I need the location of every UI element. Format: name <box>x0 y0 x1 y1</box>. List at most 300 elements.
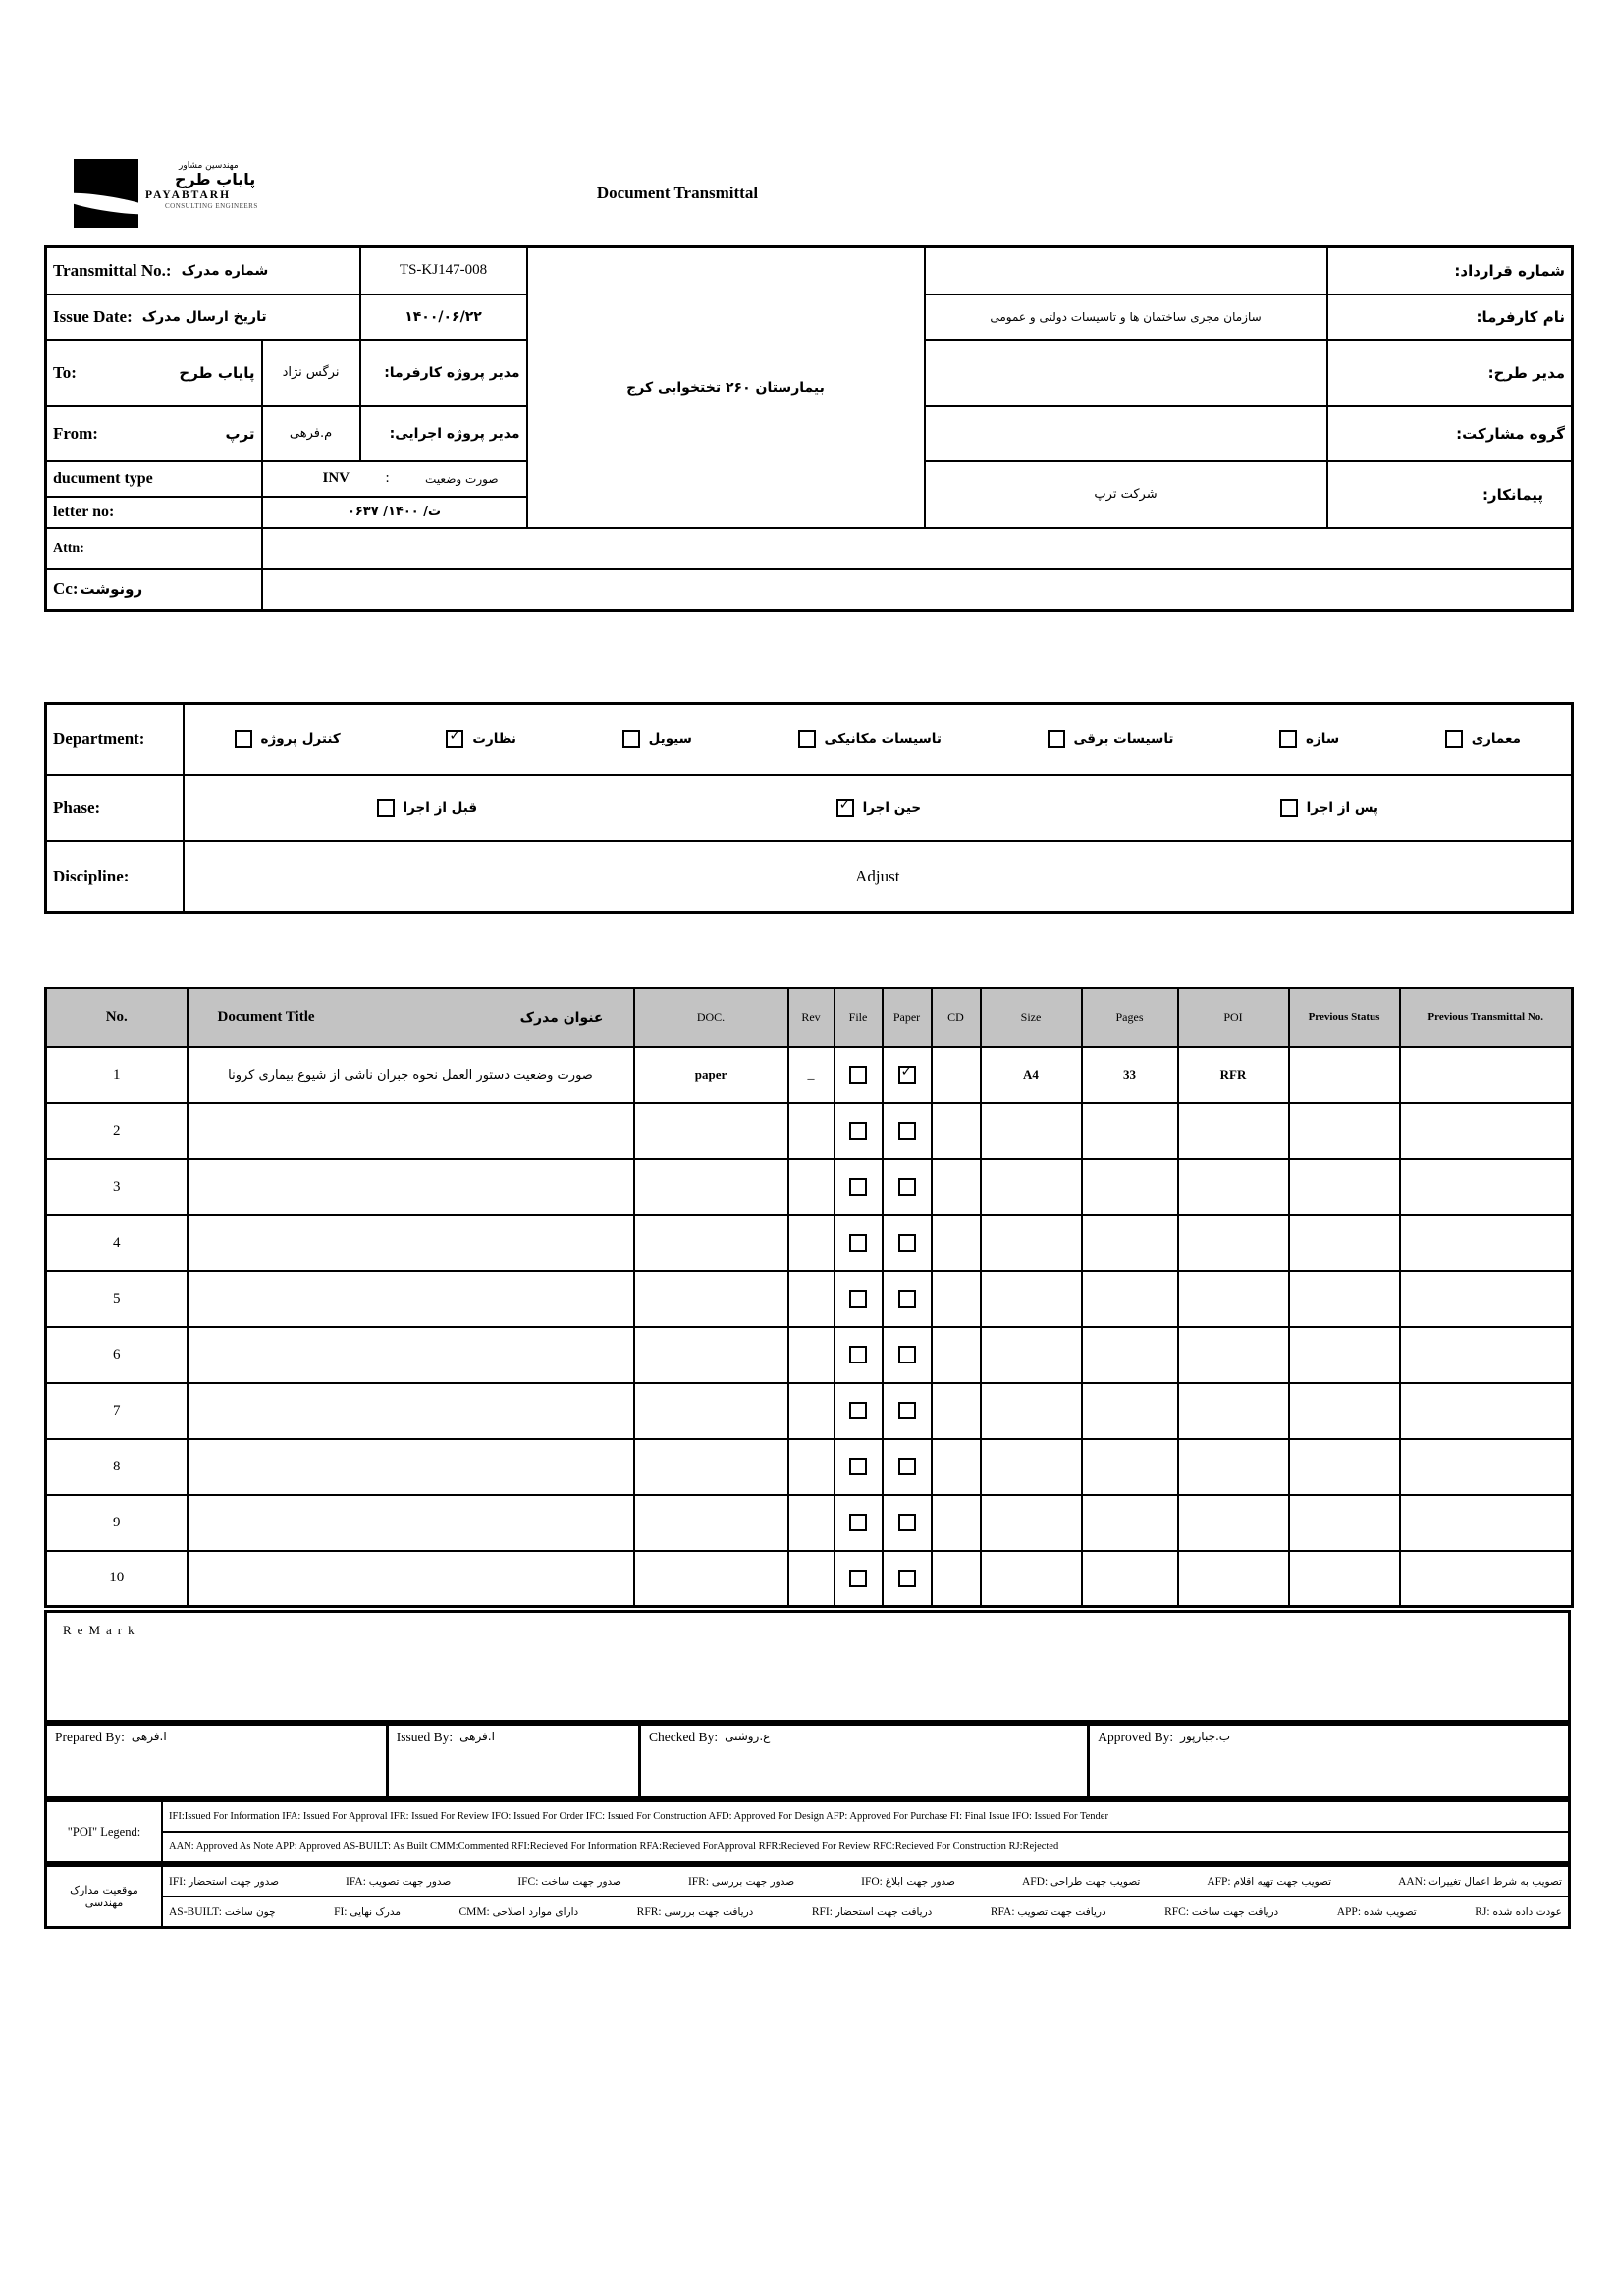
doc-row-size <box>981 1439 1082 1495</box>
department-label: Department: <box>46 704 184 775</box>
fa-legend-item-code: IFC: <box>517 1875 542 1888</box>
prepared-by-label: Prepared By: <box>55 1730 125 1744</box>
checkbox-icon <box>849 1570 867 1587</box>
fa-legend-item-code: IFR: <box>687 1875 712 1888</box>
doc-row-poi <box>1178 1215 1289 1271</box>
fa-legend-line2 <box>163 1896 1568 1926</box>
fa-legend-item <box>1337 1906 1417 1918</box>
fa-legend-item-text: چون ساخت <box>224 1905 276 1918</box>
contract-no-value <box>925 247 1327 294</box>
doc-row-pages <box>1082 1383 1178 1439</box>
doc-row-prev-transmittal <box>1400 1495 1573 1551</box>
doc-row-file-checkbox <box>835 1215 883 1271</box>
doc-row-doc <box>634 1271 788 1327</box>
contractor-value: شرکت ترپ <box>925 461 1327 528</box>
checkbox-icon <box>1445 730 1463 748</box>
fa-legend-item-text: صدور جهت استحضار <box>189 1875 280 1888</box>
doc-row-file-checkbox <box>835 1551 883 1607</box>
fa-legend-item-code: AFP: <box>1207 1875 1234 1888</box>
doc-row-file-checkbox <box>835 1439 883 1495</box>
checkbox-icon <box>377 799 395 817</box>
doc-row-title <box>188 1271 634 1327</box>
checkbox-icon <box>898 1570 916 1587</box>
doc-row-no: 7 <box>46 1383 188 1439</box>
doc-row-rev <box>788 1103 835 1159</box>
issued-by-label: Issued By: <box>396 1730 454 1744</box>
department-item <box>798 730 942 748</box>
to-role-label: مدیر پروژه کارفرما: <box>360 340 527 406</box>
doc-row-no: 2 <box>46 1103 188 1159</box>
doc-row-size <box>981 1327 1082 1383</box>
checkbox-icon <box>898 1234 916 1252</box>
doc-row-cd <box>932 1383 981 1439</box>
fa-legend-item-text: تصویب جهت طراحی <box>1050 1875 1141 1888</box>
checkbox-icon <box>898 1458 916 1475</box>
fa-legend-item-text: مدرک نهایی <box>350 1905 401 1918</box>
doc-row-pages <box>1082 1551 1178 1607</box>
issue-date-label-fa: تاریخ ارسال مدرک <box>141 308 267 325</box>
doc-row-file-checkbox <box>835 1047 883 1103</box>
fa-legend-item-text: صدور جهت بررسی <box>711 1875 795 1888</box>
issue-date-label-en: Issue Date: <box>53 306 133 326</box>
classification-table <box>44 702 1574 914</box>
contract-no-label: شماره قرارداد: <box>1327 247 1573 294</box>
doc-row-title <box>188 1159 634 1215</box>
doc-row-rev <box>788 1271 835 1327</box>
doc-row-poi <box>1178 1383 1289 1439</box>
checked-by-label: Checked By: <box>648 1730 719 1744</box>
from-cell <box>46 406 262 461</box>
col-header-prev-status: Previous Status <box>1289 988 1400 1047</box>
checkbox-icon <box>798 730 816 748</box>
checkbox-icon <box>849 1402 867 1419</box>
from-label: From: <box>53 423 98 443</box>
doc-row-no: 8 <box>46 1439 188 1495</box>
checkbox-icon <box>1279 730 1297 748</box>
checkbox-checked-icon <box>446 730 463 748</box>
to-cell <box>46 340 262 406</box>
col-header-title <box>188 988 634 1047</box>
checkbox-icon <box>898 1122 916 1140</box>
doc-row-pages <box>1082 1327 1178 1383</box>
poi-legend-label: "POI" Legend: <box>47 1802 163 1861</box>
department-item <box>622 730 692 748</box>
doc-table-row <box>46 1551 1573 1607</box>
doc-row-poi <box>1178 1327 1289 1383</box>
fa-legend <box>44 1864 1571 1929</box>
checkbox-icon <box>849 1290 867 1308</box>
prepared-by-cell <box>47 1726 389 1796</box>
doc-row-prev-transmittal <box>1400 1327 1573 1383</box>
doc-row-poi <box>1178 1271 1289 1327</box>
design-manager-value <box>925 340 1327 406</box>
doc-row-file-checkbox <box>835 1327 883 1383</box>
doc-row-prev-transmittal <box>1400 1439 1573 1495</box>
poi-legend-line1: IFI:Issued For Information IFA: Issued For Approval IFR: Issued For Review IFO: Issued For Order IFC: Issued For Construction AFD: Approved For Design AFP: Approved For Purchase FI: Final Issue IFO: Issued For Tender <box>169 1811 1108 1822</box>
doc-row-rev <box>788 1383 835 1439</box>
from-person: م.فرهی <box>262 406 360 461</box>
fa-legend-item <box>458 1906 578 1918</box>
remark-box <box>44 1610 1571 1723</box>
logo-en-name: PAYABTARH <box>145 188 232 201</box>
contractor-label: پیمانکار: <box>1327 461 1573 528</box>
doc-row-prev-status <box>1289 1495 1400 1551</box>
fa-legend-item-text: عودت داده شده <box>1492 1905 1562 1918</box>
attn-label: Attn: <box>46 528 262 569</box>
col-header-pages: Pages <box>1082 988 1178 1047</box>
department-item-label: تاسیسات مکانیکی <box>824 731 942 748</box>
phase-item <box>1280 799 1378 817</box>
checkbox-icon <box>849 1346 867 1363</box>
logo-swoosh-icon <box>74 188 138 218</box>
fa-legend-item-code: FI: <box>334 1905 350 1918</box>
doc-row-prev-transmittal <box>1400 1215 1573 1271</box>
doc-row-poi <box>1178 1551 1289 1607</box>
doc-row-doc <box>634 1439 788 1495</box>
project-name: بیمارستان ۲۶۰ تختخوابی کرج <box>527 247 925 528</box>
doc-row-doc <box>634 1551 788 1607</box>
doc-row-paper-checkbox <box>883 1383 932 1439</box>
doc-row-title <box>188 1551 634 1607</box>
doc-row-prev-status <box>1289 1383 1400 1439</box>
doc-row-doc <box>634 1383 788 1439</box>
logo-text-block <box>145 161 293 210</box>
transmittal-no-value: TS-KJ147-008 <box>360 247 527 294</box>
checkbox-icon <box>849 1514 867 1531</box>
doc-row-prev-status <box>1289 1327 1400 1383</box>
phase-item-label: پس از اجرا <box>1306 800 1378 816</box>
fa-legend-item <box>1022 1876 1140 1888</box>
doc-row-size <box>981 1159 1082 1215</box>
fa-legend-item <box>1164 1906 1278 1918</box>
department-item-label: کنترل پروژه <box>260 731 341 748</box>
doc-row-poi <box>1178 1103 1289 1159</box>
doc-row-rev <box>788 1327 835 1383</box>
doc-row-size <box>981 1271 1082 1327</box>
doc-row-file-checkbox <box>835 1159 883 1215</box>
doc-row-size <box>981 1383 1082 1439</box>
checkbox-icon <box>898 1178 916 1196</box>
col-header-paper: Paper <box>883 988 932 1047</box>
phase-label: Phase: <box>46 775 184 841</box>
doc-row-cd <box>932 1271 981 1327</box>
doc-row-prev-status <box>1289 1215 1400 1271</box>
doc-table-row <box>46 1327 1573 1383</box>
fa-legend-item-text: دریافت جهت تصویب <box>1017 1905 1106 1918</box>
fa-legend-item-text: دریافت جهت بررسی <box>664 1905 754 1918</box>
design-manager-label: مدیر طرح: <box>1327 340 1573 406</box>
checkbox-checked-icon <box>898 1066 916 1084</box>
doc-row-doc <box>634 1159 788 1215</box>
checkbox-icon <box>1048 730 1065 748</box>
letter-no-label: letter no: <box>46 497 262 528</box>
doc-row-paper-checkbox <box>883 1439 932 1495</box>
doc-row-prev-status <box>1289 1047 1400 1103</box>
doc-row-file-checkbox <box>835 1271 883 1327</box>
fa-legend-item <box>169 1906 276 1918</box>
doc-table-row <box>46 1215 1573 1271</box>
doc-row-poi <box>1178 1159 1289 1215</box>
doc-row-rev <box>788 1159 835 1215</box>
fa-legend-item <box>812 1906 933 1918</box>
doc-row-prev-transmittal <box>1400 1271 1573 1327</box>
fa-legend-item-code: RFA: <box>990 1905 1018 1918</box>
discipline-value: Adjust <box>184 841 1573 913</box>
doc-row-rev <box>788 1215 835 1271</box>
poi-legend <box>44 1799 1571 1864</box>
doc-row-size <box>981 1551 1082 1607</box>
department-item-label: سیویل <box>648 731 692 748</box>
doc-row-doc: paper <box>634 1047 788 1103</box>
col-header-file: File <box>835 988 883 1047</box>
doc-row-prev-status <box>1289 1271 1400 1327</box>
fa-legend-item-code: IFI: <box>169 1875 189 1888</box>
department-checkbox-row <box>190 730 1566 748</box>
department-item-label: نظارت <box>472 731 517 748</box>
fa-legend-item-code: APP: <box>1336 1905 1364 1918</box>
doc-row-no: 1 <box>46 1047 188 1103</box>
col-header-rev: Rev <box>788 988 835 1047</box>
client-name-label: نام کارفرما: <box>1327 294 1573 340</box>
col-header-size: Size <box>981 988 1082 1047</box>
doc-row-pages: 33 <box>1082 1047 1178 1103</box>
discipline-label: Discipline: <box>46 841 184 913</box>
doc-row-rev <box>788 1551 835 1607</box>
phase-item-label: حین اجرا <box>862 800 922 816</box>
department-item <box>1279 730 1339 748</box>
doc-row-no: 3 <box>46 1159 188 1215</box>
approved-by-label: Approved By: <box>1098 1730 1174 1744</box>
doc-row-doc <box>634 1495 788 1551</box>
doc-row-title <box>188 1103 634 1159</box>
doc-row-size <box>981 1215 1082 1271</box>
checkbox-icon <box>849 1234 867 1252</box>
doc-row-size <box>981 1495 1082 1551</box>
doc-row-rev: _ <box>788 1047 835 1103</box>
col-header-title-en: Document Title <box>217 1009 315 1026</box>
fa-legend-item <box>637 1906 754 1918</box>
doc-row-prev-status <box>1289 1103 1400 1159</box>
department-item-label: سازه <box>1306 731 1340 748</box>
doc-row-cd <box>932 1439 981 1495</box>
fa-legend-item <box>1475 1906 1562 1918</box>
checkbox-icon <box>622 730 640 748</box>
fa-legend-item-code: RFC: <box>1164 1905 1192 1918</box>
doc-row-no: 5 <box>46 1271 188 1327</box>
col-header-title-fa: عنوان مدرک <box>519 1009 604 1026</box>
col-header-prev-transmittal: Previous Transmittal No. <box>1400 988 1573 1047</box>
doc-row-prev-transmittal <box>1400 1383 1573 1439</box>
doc-table-row <box>46 1383 1573 1439</box>
department-item <box>446 730 516 748</box>
issued-by-cell <box>389 1726 641 1796</box>
letter-no-value: ت/ ۱۴۰۰/ ۰۶۳۷ <box>262 497 527 528</box>
doc-row-prev-status <box>1289 1159 1400 1215</box>
fa-legend-item-code: IFA: <box>346 1875 369 1888</box>
doc-row-doc <box>634 1215 788 1271</box>
doc-table-row <box>46 1495 1573 1551</box>
page-title: Document Transmittal <box>596 184 759 202</box>
doc-row-cd <box>932 1215 981 1271</box>
fa-legend-item <box>346 1876 451 1888</box>
doc-row-size: A4 <box>981 1047 1082 1103</box>
fa-legend-item-code: RFR: <box>636 1905 665 1918</box>
doc-row-pages <box>1082 1271 1178 1327</box>
fa-legend-item-text: صدور جهت ابلاغ <box>885 1875 955 1888</box>
checkbox-icon <box>235 730 252 748</box>
doc-table-row <box>46 1439 1573 1495</box>
doc-row-prev-status <box>1289 1439 1400 1495</box>
fa-legend-item-code: CMM: <box>458 1905 493 1918</box>
department-item <box>1445 730 1521 748</box>
logo-fa-tagline: مهندسین مشاور <box>179 161 239 171</box>
document-type-value-cell <box>262 461 527 497</box>
doc-row-cd <box>932 1047 981 1103</box>
department-item <box>235 730 341 748</box>
fa-legend-item <box>1398 1876 1562 1888</box>
doc-table-row <box>46 1271 1573 1327</box>
fa-legend-item-text: تصویب شده <box>1363 1905 1417 1918</box>
doc-row-paper-checkbox <box>883 1047 932 1103</box>
doc-row-cd <box>932 1495 981 1551</box>
doc-row-no: 10 <box>46 1551 188 1607</box>
doc-row-pages <box>1082 1215 1178 1271</box>
document-type-label: ducument type <box>46 461 262 497</box>
checkbox-icon <box>849 1178 867 1196</box>
checked-by-name: ع.روشنی <box>725 1730 771 1743</box>
doc-table-row <box>46 1159 1573 1215</box>
department-item <box>1048 730 1174 748</box>
doc-row-title <box>188 1383 634 1439</box>
doc-row-pages <box>1082 1439 1178 1495</box>
remark-label: ReMark <box>63 1623 140 1637</box>
department-item-label: تاسیسات برقی <box>1073 731 1174 748</box>
client-name-value: سازمان مجری ساختمان ها و تاسیسات دولتی و عمومی <box>925 294 1327 340</box>
doc-row-file-checkbox <box>835 1103 883 1159</box>
doc-row-no: 6 <box>46 1327 188 1383</box>
doc-table-row <box>46 1103 1573 1159</box>
fa-legend-item-code: RJ: <box>1475 1905 1493 1918</box>
doc-row-title <box>188 1327 634 1383</box>
document-table <box>44 987 1574 1608</box>
from-value: ترپ <box>225 424 255 443</box>
doc-row-cd <box>932 1159 981 1215</box>
fa-legend-item <box>169 1876 279 1888</box>
fa-legend-item-text: تصویب به شرط اعمال تغییرات <box>1428 1875 1562 1888</box>
doc-row-paper-checkbox <box>883 1551 932 1607</box>
transmittal-no-label-cell <box>46 247 360 294</box>
checkbox-icon <box>849 1122 867 1140</box>
fa-legend-item <box>688 1876 794 1888</box>
company-logo-icon <box>74 159 138 228</box>
fa-legend-item <box>334 1906 401 1918</box>
checkbox-icon <box>898 1402 916 1419</box>
document-type-separator: : <box>385 470 390 486</box>
doc-row-paper-checkbox <box>883 1215 932 1271</box>
cc-label-fa: رونوشت <box>80 580 143 599</box>
doc-row-title <box>188 1439 634 1495</box>
doc-row-cd <box>932 1103 981 1159</box>
doc-row-paper-checkbox <box>883 1495 932 1551</box>
transmittal-no-label-fa: شماره مدرک <box>181 262 269 279</box>
checkbox-icon <box>849 1458 867 1475</box>
logo-fa-name: پایاب طرح <box>175 170 256 189</box>
prepared-by-name: ا.فرهی <box>131 1730 167 1743</box>
doc-row-prev-transmittal <box>1400 1103 1573 1159</box>
fa-legend-item-text: دریافت جهت ساخت <box>1191 1905 1279 1918</box>
checkbox-checked-icon <box>836 799 854 817</box>
doc-row-rev <box>788 1495 835 1551</box>
cc-cell <box>46 569 262 611</box>
issue-date-label-cell <box>46 294 360 340</box>
doc-row-doc <box>634 1103 788 1159</box>
doc-row-file-checkbox <box>835 1383 883 1439</box>
fa-legend-item <box>991 1906 1106 1918</box>
fa-legend-item-text: تصویب جهت تهیه اقلام <box>1233 1875 1332 1888</box>
poi-legend-line2: AAN: Approved As Note APP: Approved AS-BUILT: As Built CMM:Commented RFI:Recieved For Information RFA:Recieved ForApproval RFR:Recieved For Review RFC:Recieved For Construction RJ:Rejected <box>163 1831 1568 1861</box>
header-info-table <box>44 245 1574 612</box>
doc-row-paper-checkbox <box>883 1159 932 1215</box>
checkbox-icon <box>849 1066 867 1084</box>
doc-row-poi <box>1178 1439 1289 1495</box>
checked-by-cell <box>641 1726 1090 1796</box>
from-role-label: مدیر پروژه اجرایی: <box>360 406 527 461</box>
to-label: To: <box>53 362 77 382</box>
fa-legend-item <box>1207 1876 1331 1888</box>
phase-item <box>377 799 478 817</box>
fa-legend-item-code: IFO: <box>861 1875 886 1888</box>
document-type-value-en: INV <box>322 470 350 486</box>
fa-legend-item-text: دریافت جهت استحضار <box>835 1905 933 1918</box>
doc-row-title: صورت وضعیت دستور العمل نحوه جبران ناشی از شیوع بیماری کرونا <box>188 1047 634 1103</box>
signature-row <box>44 1723 1571 1799</box>
col-header-no: No. <box>46 988 188 1047</box>
phase-item <box>836 799 921 817</box>
doc-row-paper-checkbox <box>883 1327 932 1383</box>
doc-row-size <box>981 1103 1082 1159</box>
doc-row-cd <box>932 1327 981 1383</box>
doc-row-pages <box>1082 1103 1178 1159</box>
doc-row-title <box>188 1495 634 1551</box>
document-type-value-fa: صورت وضعیت <box>425 471 499 486</box>
fa-legend-item-code: AS-BUILT: <box>169 1905 225 1918</box>
jv-group-value <box>925 406 1327 461</box>
jv-group-label: گروه مشارکت: <box>1327 406 1573 461</box>
doc-row-paper-checkbox <box>883 1271 932 1327</box>
fa-legend-item-text: دارای موارد اصلاحی <box>492 1905 579 1918</box>
fa-legend-item-code: AFD: <box>1021 1875 1051 1888</box>
to-person: نرگس نژاد <box>262 340 360 406</box>
doc-row-rev <box>788 1439 835 1495</box>
cc-value <box>262 569 1573 611</box>
to-value: پایاب طرح <box>179 363 255 382</box>
department-items-cell <box>184 704 1573 775</box>
doc-row-poi <box>1178 1495 1289 1551</box>
checkbox-icon <box>1280 799 1298 817</box>
checkbox-icon <box>898 1514 916 1531</box>
fa-legend-item-text: صدور جهت تصویب <box>368 1875 452 1888</box>
doc-row-pages <box>1082 1495 1178 1551</box>
doc-row-paper-checkbox <box>883 1103 932 1159</box>
doc-row-prev-transmittal <box>1400 1159 1573 1215</box>
department-item-label: معماری <box>1471 731 1521 748</box>
transmittal-no-label-en: Transmittal No.: <box>53 260 172 280</box>
doc-row-file-checkbox <box>835 1495 883 1551</box>
doc-row-cd <box>932 1551 981 1607</box>
attn-value <box>262 528 1573 569</box>
cc-label-en: Cc: <box>53 579 79 599</box>
checkbox-icon <box>898 1290 916 1308</box>
